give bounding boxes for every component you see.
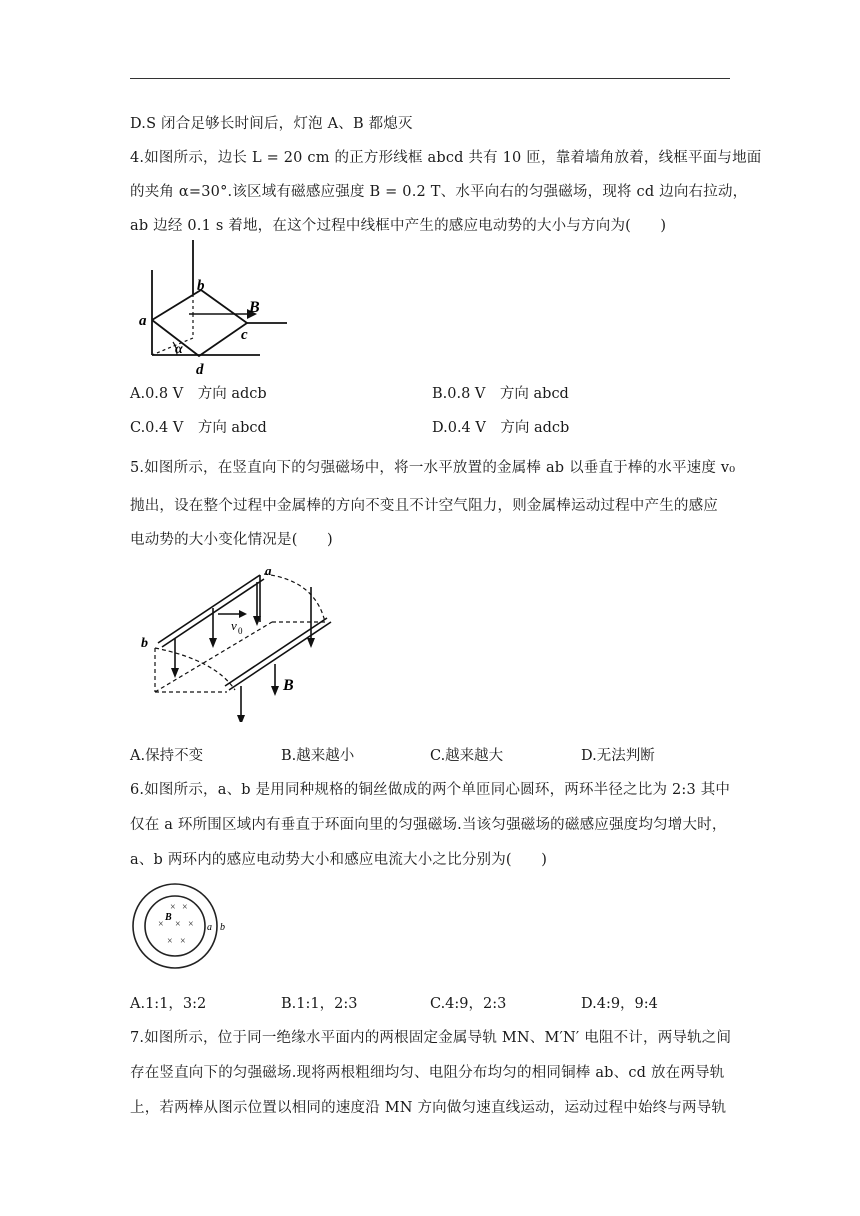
q4-label-d: d xyxy=(196,362,204,378)
q4-figure xyxy=(135,238,300,378)
q3-option-d: D.S 闭合足够长时间后，灯泡 A、B 都熄灭 xyxy=(130,116,413,132)
q6-option-a: A.1:1，3:2 xyxy=(130,996,207,1012)
q6-option-d: D.4:9，9:4 xyxy=(581,996,658,1012)
q4-label-c: c xyxy=(241,327,248,343)
q6-stem-line-1: 6.如图所示，a、b 是用同种规格的铜丝做成的两个单匝同心圆环，两环半径之比为 2:3 其中 xyxy=(130,782,731,798)
q4-option-d: D.0.4 V 方向 adcb xyxy=(432,420,570,436)
q5-stem-line-2: 抛出，设在整个过程中金属棒的方向不变且不计空气阻力，则金属棒运动过程中产生的感应 xyxy=(130,498,718,514)
q6-label-b: b xyxy=(220,922,225,933)
svg-text:×: × xyxy=(175,919,181,930)
q6-stem-line-3: a、b 两环内的感应电动势大小和感应电流大小之比分别为( ) xyxy=(130,852,548,868)
svg-text:×: × xyxy=(158,919,164,930)
q4-option-a: A.0.8 V 方向 adcb xyxy=(130,386,267,402)
q5-option-b: B.越来越小 xyxy=(281,748,355,764)
q7-stem-line-3: 上，若两棒从图示位置以相同的速度沿 MN 方向做匀速直线运动，运动过程中始终与两导轨 xyxy=(130,1100,727,1116)
q5-label-field: B xyxy=(283,677,294,694)
svg-text:×: × xyxy=(170,902,176,913)
q4-square-frame xyxy=(152,290,247,356)
q4-option-c: C.0.4 V 方向 abcd xyxy=(130,420,267,436)
q5-rod-near-1 xyxy=(158,575,260,643)
svg-text:×: × xyxy=(188,919,194,930)
q6-label-a: a xyxy=(207,922,212,933)
q5-label-a: a xyxy=(265,563,272,578)
q5-label-b: b xyxy=(141,636,148,651)
q5-stem-line-1: 5.如图所示，在竖直向下的匀强磁场中，将一水平放置的金属棒 ab 以垂直于棒的水平速度 v₀ xyxy=(130,460,736,476)
q5-option-a: A.保持不变 xyxy=(130,748,204,764)
q4-stem-line-2: 的夹角 α=30°.该区域有磁感应强度 B = 0.2 T、水平向右的匀强磁场，现将 cd 边向右拉动， xyxy=(130,184,748,200)
q4-label-b: b xyxy=(197,278,205,294)
q5-stem-line-3: 电动势的大小变化情况是( ) xyxy=(130,532,333,548)
q5-label-v: v xyxy=(231,618,237,633)
q7-stem-line-2: 存在竖直向下的匀强磁场.现将两根粗细均匀、电阻分布均匀的相同铜棒 ab、cd 放在两导轨 xyxy=(130,1065,725,1081)
q4-label-alpha: α xyxy=(175,342,183,357)
svg-text:×: × xyxy=(182,902,188,913)
q5-label-v-sub: 0 xyxy=(238,626,243,636)
header-rule xyxy=(130,78,730,79)
q4-stem-line-3: ab 边经 0.1 s 着地，在这个过程中线框中产生的感应电动势的大小与方向为( ) xyxy=(130,218,667,234)
q6-stem-line-2: 仅在 a 环所围区域内有垂直于环面向里的匀强磁场.当该匀强磁场的磁感应强度均匀增大时， xyxy=(130,817,727,833)
q6-option-c: C.4:9，2:3 xyxy=(430,996,507,1012)
svg-text:×: × xyxy=(167,936,173,947)
q4-option-b: B.0.8 V 方向 abcd xyxy=(432,386,569,402)
q4-stem-line-1: 4.如图所示，边长 L = 20 cm 的正方形线框 abcd 共有 10 匝，靠着墙角放着，线框平面与地面 xyxy=(130,150,762,166)
q4-label-a: a xyxy=(139,313,147,329)
q6-label-field: B xyxy=(165,912,172,923)
q6-option-b: B.1:1，2:3 xyxy=(281,996,358,1012)
q4-label-field: B xyxy=(249,299,260,316)
q5-figure xyxy=(135,560,335,722)
q6-figure xyxy=(130,880,240,975)
q5-option-c: C.越来越大 xyxy=(430,748,504,764)
q7-stem-line-1: 7.如图所示，位于同一绝缘水平面内的两根固定金属导轨 MN、M′N′ 电阻不计，两导轨之间 xyxy=(130,1030,732,1046)
q5-option-d: D.无法判断 xyxy=(581,748,655,764)
svg-text:×: × xyxy=(180,936,186,947)
